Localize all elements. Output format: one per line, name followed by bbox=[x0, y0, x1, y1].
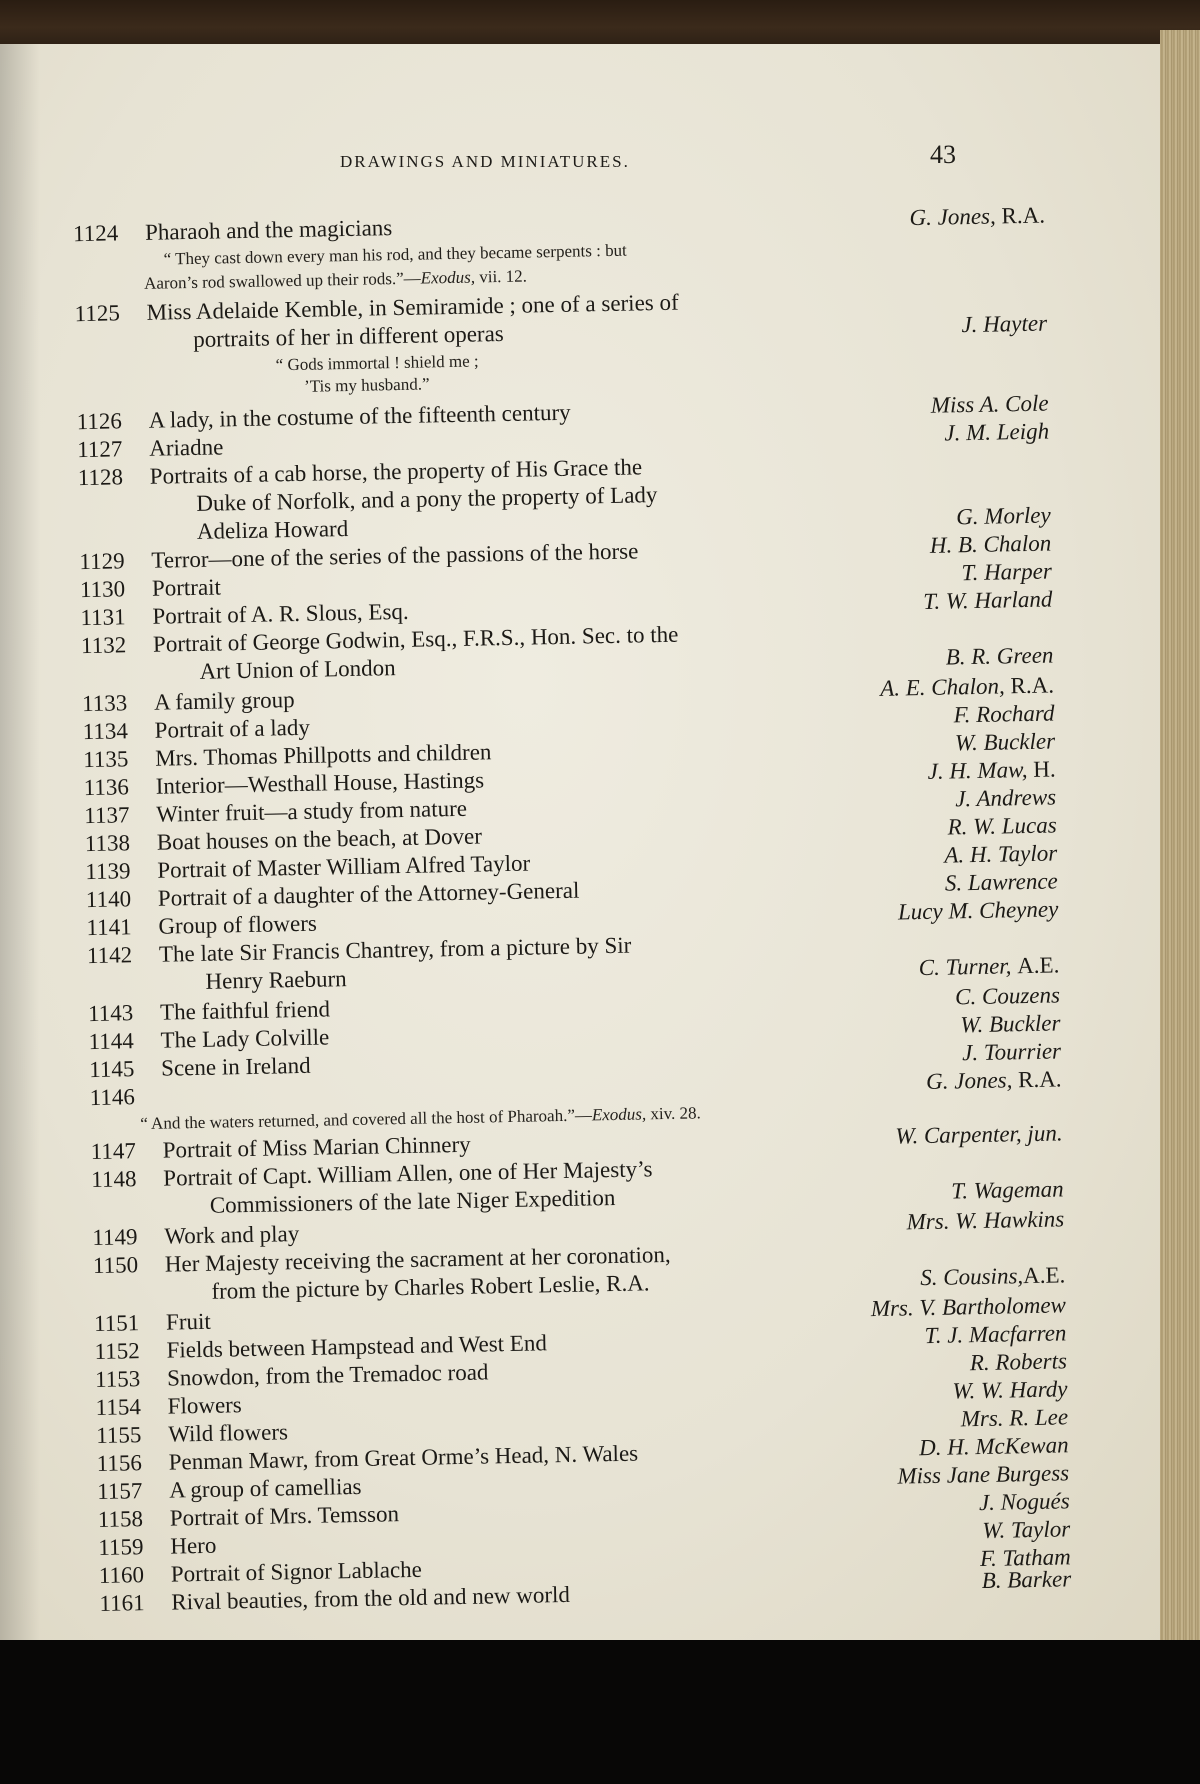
entry-number: 1134 bbox=[82, 718, 129, 745]
entry-artist: Mrs. W. Hawkins bbox=[906, 1206, 1065, 1235]
entry-number: 1155 bbox=[95, 1422, 142, 1449]
entry-artist: W. Taylor bbox=[982, 1516, 1071, 1544]
entry-artist: Miss Jane Burgess bbox=[897, 1460, 1070, 1489]
entry-artist: G. Jones, R.A. bbox=[909, 202, 1046, 231]
entry-title: Rival beauties, from the old and new world bbox=[171, 1581, 571, 1615]
entry-artist: W. Carpenter, jun. bbox=[895, 1120, 1063, 1149]
entry-artist: Mrs. V. Bartholomew bbox=[870, 1292, 1067, 1322]
entry-title: Interior—Westhall House, Hastings bbox=[155, 767, 485, 799]
entry-artist: Lucy M. Cheyney bbox=[897, 896, 1059, 925]
entry-number: 1141 bbox=[86, 914, 132, 941]
entry-artist: C. Couzens bbox=[954, 982, 1061, 1010]
entry-number: 1151 bbox=[93, 1310, 140, 1337]
entry-artist: F. Rochard bbox=[953, 700, 1055, 728]
entry-title: Portrait of Mrs. Temsson bbox=[169, 1501, 400, 1531]
entry-artist: C. Turner, A.E. bbox=[918, 952, 1060, 981]
entry-quote: “ And the waters returned, and covered all the host of Pharoah.”—Exodus, xiv. 28. bbox=[140, 1103, 701, 1134]
entry-artist: T. Wageman bbox=[950, 1176, 1064, 1204]
entry-number: 1143 bbox=[87, 1000, 134, 1027]
entry-artist: W. Buckler bbox=[954, 728, 1056, 756]
entry-title: The Lady Colville bbox=[160, 1024, 330, 1053]
entry-artist: F. Tatham bbox=[979, 1544, 1071, 1572]
catalogue-entry bbox=[80, 586, 1080, 631]
entry-title: Miss Adelaide Kemble, in Semiramide ; one of a series of bbox=[146, 289, 679, 325]
entry-title: Terror—one of the series of the passions of the horse bbox=[151, 538, 639, 573]
entry-number: 1160 bbox=[98, 1562, 145, 1588]
entry-title-continued: Adeliza Howard bbox=[196, 516, 349, 544]
entry-title: A lady, in the costume of the fifteenth century bbox=[148, 399, 571, 433]
entry-number: 1125 bbox=[74, 300, 121, 327]
entry-number: 1138 bbox=[84, 830, 131, 857]
entry-title: Portraits of a cab horse, the property of His Grace the bbox=[149, 454, 643, 489]
entry-number: 1146 bbox=[89, 1084, 136, 1111]
entry-number: 1157 bbox=[97, 1478, 143, 1504]
entry-artist: S. Lawrence bbox=[944, 868, 1058, 896]
entry-artist: J. Hayter bbox=[961, 310, 1048, 338]
entry-number: 1149 bbox=[92, 1224, 138, 1251]
entry-artist: J. H. Maw, H. bbox=[927, 756, 1056, 784]
entry-number: 1153 bbox=[94, 1366, 141, 1393]
entry-artist: R. W. Lucas bbox=[947, 812, 1057, 840]
entry-title: Boat houses on the beach, at Dover bbox=[156, 823, 483, 855]
entry-number: 1152 bbox=[94, 1338, 140, 1365]
entry-title: Portrait of Miss Marian Chinnery bbox=[162, 1131, 471, 1163]
entry-title: Flowers bbox=[167, 1392, 242, 1419]
entry-artist: W. Buckler bbox=[960, 1010, 1061, 1038]
entry-title: Penman Mawr, from Great Orme’s Head, N. Wales bbox=[168, 1440, 639, 1475]
entry-artist: B. R. Green bbox=[945, 642, 1054, 670]
entry-number: 1139 bbox=[85, 858, 131, 885]
entry-title: Portrait of a lady bbox=[154, 714, 311, 743]
entry-title: Ariadne bbox=[149, 434, 224, 461]
entry-artist: A. H. Taylor bbox=[944, 840, 1058, 868]
entry-title: Fruit bbox=[165, 1308, 211, 1335]
entry-artist: T. Harper bbox=[961, 558, 1053, 586]
entry-quote: “ They cast down every man his rod, and they became serpents : but bbox=[163, 240, 627, 269]
entry-artist: B. Barker bbox=[981, 1566, 1072, 1594]
entry-number: 1161 bbox=[99, 1590, 145, 1616]
entry-title: Hero bbox=[170, 1532, 217, 1559]
entry-title: Portrait of George Godwin, Esq., F.R.S., Hon. Sec. to the bbox=[152, 621, 679, 657]
entry-title: Portrait of a daughter of the Attorney-General bbox=[157, 877, 580, 911]
entry-artist: Miss A. Cole bbox=[930, 390, 1049, 418]
entry-number: 1129 bbox=[79, 548, 125, 575]
entry-artist: D. H. McKewan bbox=[918, 1432, 1069, 1461]
entry-title: Her Majesty receiving the sacrament at her coronation, bbox=[164, 1241, 671, 1277]
page-number: 43 bbox=[930, 140, 956, 169]
entry-number: 1150 bbox=[92, 1252, 139, 1279]
entry-title-continued: Commissioners of the late Niger Expedition bbox=[209, 1184, 616, 1218]
entry-title-continued: from the picture by Charles Robert Leslie, R.A. bbox=[211, 1270, 650, 1304]
entry-number: 1156 bbox=[96, 1450, 143, 1476]
entry-artist: R. Roberts bbox=[969, 1348, 1068, 1376]
entry-artist: J. Nogués bbox=[978, 1488, 1070, 1516]
entry-title: Group of flowers bbox=[158, 910, 318, 939]
catalogue-entry bbox=[72, 202, 1073, 293]
entry-title: Snowdon, from the Tremadoc road bbox=[166, 1359, 489, 1391]
entry-title: Fields between Hampstead and West End bbox=[166, 1330, 548, 1363]
entry-title: Work and play bbox=[164, 1221, 300, 1249]
entry-artist: A. E. Chalon, R.A. bbox=[879, 672, 1055, 701]
entry-number: 1137 bbox=[84, 802, 130, 829]
entry-number: 1159 bbox=[98, 1534, 144, 1560]
entry-title: Portrait of Signor Lablache bbox=[170, 1556, 423, 1587]
entry-number: 1133 bbox=[81, 690, 128, 717]
entry-number: 1130 bbox=[79, 576, 126, 603]
entry-artist: J. Andrews bbox=[954, 784, 1057, 812]
entry-title: The late Sir Francis Chantrey, from a picture by Sir bbox=[158, 932, 632, 967]
entry-artist: H. B. Chalon bbox=[929, 530, 1052, 558]
entry-number: 1158 bbox=[97, 1506, 144, 1532]
entry-number: 1136 bbox=[83, 774, 130, 801]
entry-artist: S. Cousins,A.E. bbox=[920, 1262, 1066, 1291]
entry-title-continued: Art Union of London bbox=[199, 655, 396, 684]
entry-number: 1142 bbox=[86, 942, 133, 969]
entry-title: Portrait of Master William Alfred Taylor bbox=[157, 850, 531, 883]
entry-title: A family group bbox=[153, 687, 295, 715]
entry-number: 1132 bbox=[80, 632, 127, 659]
entry-artist: J. M. Leigh bbox=[944, 418, 1050, 446]
entry-number: 1148 bbox=[91, 1166, 137, 1193]
entry-artist: Mrs. R. Lee bbox=[960, 1404, 1069, 1432]
entry-title-continued: Duke of Norfolk, and a pony the property of Lady bbox=[196, 482, 658, 516]
entry-number: 1140 bbox=[85, 886, 132, 913]
entry-number: 1124 bbox=[72, 220, 119, 247]
entry-title-continued: portraits of her in different operas bbox=[192, 320, 504, 352]
entry-artist: G. Jones, R.A. bbox=[925, 1066, 1062, 1095]
scan-background bbox=[0, 1640, 1200, 1784]
entry-number: 1144 bbox=[88, 1028, 135, 1055]
entry-title: Scene in Ireland bbox=[160, 1052, 311, 1081]
entry-title: Portrait of Capt. William Allen, one of Her Majesty’s bbox=[163, 1156, 653, 1191]
entry-number: 1126 bbox=[76, 408, 123, 435]
entry-number: 1145 bbox=[88, 1056, 135, 1083]
entry-artist: T. J. Macfarren bbox=[924, 1320, 1067, 1349]
entry-number: 1131 bbox=[80, 604, 126, 631]
entry-number: 1128 bbox=[77, 464, 124, 491]
entry-artist: T. W. Harland bbox=[923, 586, 1053, 614]
entry-title: Pharaoh and the magicians bbox=[144, 215, 393, 245]
entry-number: 1147 bbox=[90, 1138, 137, 1165]
entry-title: Portrait of A. R. Slous, Esq. bbox=[152, 598, 409, 629]
entry-title: Mrs. Thomas Phillpotts and children bbox=[154, 739, 492, 771]
entry-title: Winter fruit—a study from nature bbox=[156, 795, 468, 827]
entry-artist: J. Tourrier bbox=[961, 1038, 1062, 1066]
running-title: DRAWINGS AND MINIATURES. bbox=[340, 152, 630, 171]
entry-quote: ’Tis my husband.” bbox=[303, 374, 430, 396]
entry-title: The faithful friend bbox=[159, 996, 331, 1025]
entry-artist: G. Morley bbox=[955, 502, 1051, 530]
entry-quote: “ Gods immortal ! shield me ; bbox=[275, 351, 479, 375]
entry-title: Portrait bbox=[151, 574, 222, 601]
entry-title: Wild flowers bbox=[167, 1419, 289, 1447]
entry-number: 1154 bbox=[95, 1394, 142, 1421]
entry-quote: Aaron’s rod swallowed up their rods.”—Exodus, vii. 12. bbox=[143, 266, 528, 293]
entry-artist: W. W. Hardy bbox=[952, 1376, 1068, 1404]
entry-number: 1135 bbox=[82, 746, 129, 773]
entry-number: 1127 bbox=[77, 436, 123, 463]
entry-title: A group of camellias bbox=[169, 1473, 362, 1503]
entry-title-continued: Henry Raeburn bbox=[205, 966, 347, 994]
